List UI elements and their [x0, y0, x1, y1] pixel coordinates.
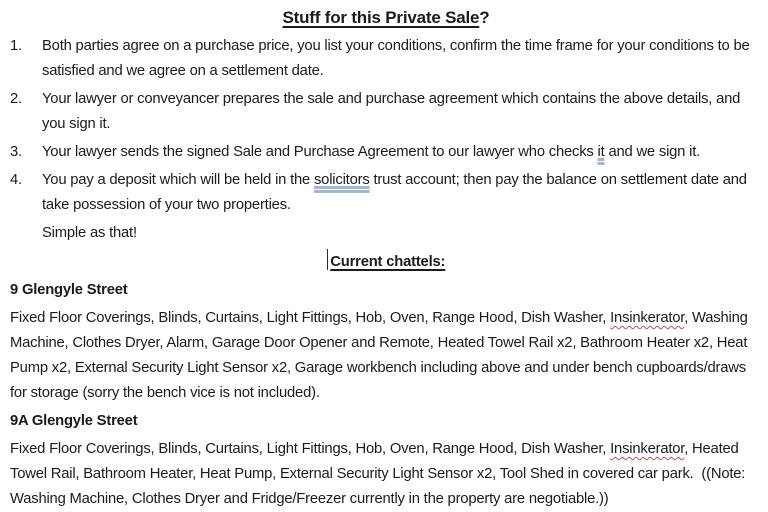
grammar-flagged-word: it [597, 144, 605, 160]
chattels-text-segment: Fixed Floor Coverings, Blinds, Curtains, Light Fittings, Hob, Oven, Range Hood, Dish Washer, [10, 310, 611, 326]
section-heading-current-chattels [10, 249, 762, 275]
list-item-text [42, 168, 762, 218]
grammar-flagged-word: solicitors [313, 172, 370, 188]
list-item-2 [10, 87, 762, 137]
list-item-number: 1. [10, 38, 22, 54]
section-heading-underlined: Current chattels: [330, 254, 446, 270]
chattels-text-segment: Fixed Floor Coverings, Blinds, Curtains, Light Fittings, Hob, Oven, Range Hood, Dish Washer, [10, 441, 611, 457]
chattels-text-segment: , Washing Machine, Clothes Dryer, Alarm, Garage Door Opener and Remote, Heated Towel Rail x2, Bathroom Heater x2, Heat Pump x2, External Security Light Sensor x2, Garage workbench including above and under bench cupboards/draws for storage (sorry the bench vice is not included). [10, 310, 752, 401]
document-title-suffix: ? [479, 8, 490, 27]
property-chattels-9a-glengyle [10, 437, 762, 512]
document-title-underlined: Stuff for this Private Sale [282, 8, 480, 27]
text-cursor [327, 249, 329, 270]
spellcheck-flagged-word: Insinkerator [610, 310, 685, 326]
list-item-text-segment: You pay a deposit which will be held in the [42, 172, 314, 188]
list-item-text-segment: and we sign it. [604, 144, 701, 160]
list-item-number: 3. [10, 144, 22, 160]
property-heading-9a-glengyle: 9A Glengyle Street [10, 413, 138, 429]
property-heading-9-glengyle: 9 Glengyle Street [10, 282, 128, 298]
list-item-text [42, 140, 762, 165]
list-item-3 [10, 140, 762, 165]
list-item-number: 4. [10, 172, 22, 188]
list-item-1 [10, 34, 762, 84]
document-title [10, 6, 762, 30]
list-item-text-segment: Your lawyer sends the signed Sale and Purchase Agreement to our lawyer who checks [42, 144, 598, 160]
list-item-text-segment: trust account; then pay the balance on settlement date and take possession of your two properties. [42, 172, 747, 213]
closing-line: Simple as that! [42, 225, 137, 241]
spellcheck-flagged-word: Insinkerator [610, 441, 685, 457]
property-chattels-9-glengyle [10, 306, 762, 406]
chattels-text-segment: , Heated Towel Rail, Bathroom Heater, Heat Pump, External Security Light Sensor x2, Tool Shed in covered car park. ((Note: Washing Machine, Clothes Dryer and Fridge/Freezer currently in the property are negotiable.)) [10, 441, 750, 507]
list-item-4 [10, 168, 762, 218]
list-item-text: Both parties agree on a purchase price, you list your conditions, confirm the time frame for your conditions to be satisfied and we agree on a settlement date. [42, 38, 750, 79]
list-item-number: 2. [10, 91, 22, 107]
list-item-text: Your lawyer or conveyancer prepares the sale and purchase agreement which contains the above details, and you sign it. [42, 91, 741, 132]
